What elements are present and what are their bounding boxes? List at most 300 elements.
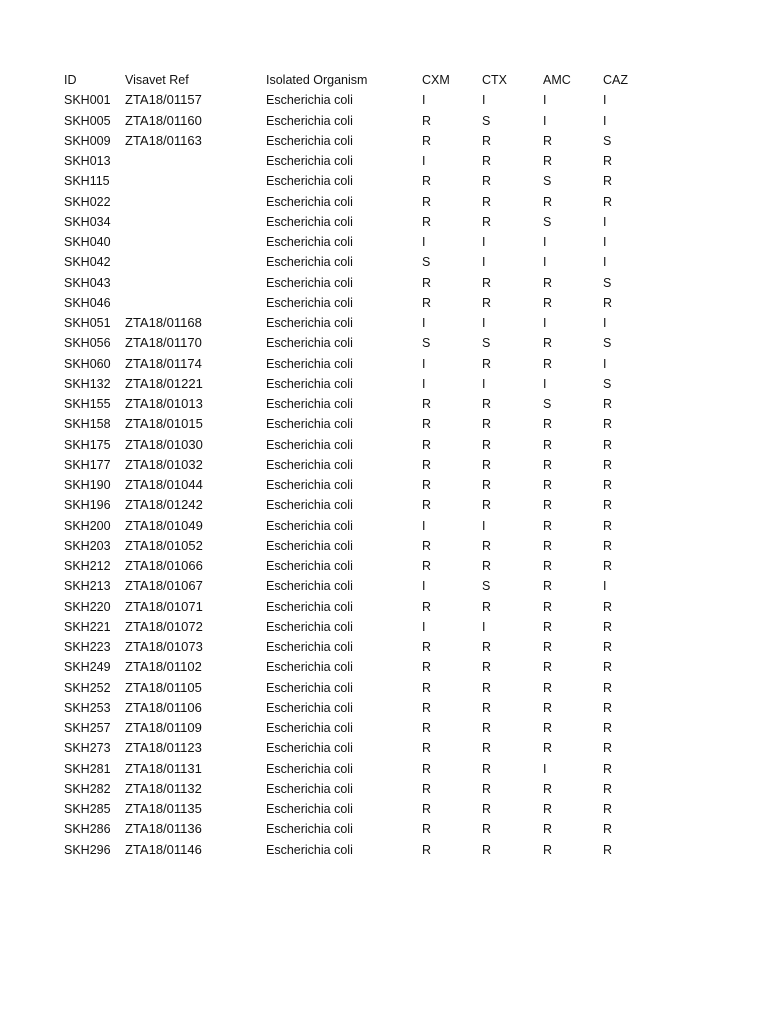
cell-amc: I [543, 316, 547, 330]
cell-id: SKH196 [64, 498, 111, 513]
cell-caz: R [603, 457, 613, 472]
cell-org: Escherichia coli [266, 579, 353, 594]
cell-caz: R [603, 781, 613, 796]
cell-ctx: R [482, 721, 492, 735]
cell-amc: R [543, 781, 553, 796]
cell-ctx: I [482, 376, 486, 391]
table-row [64, 212, 684, 232]
cell-caz: R [603, 619, 613, 634]
cell-org: Escherichia coli [266, 822, 353, 837]
cell-org: Escherichia coli [266, 93, 353, 108]
spreadsheet-table [64, 70, 684, 860]
cell-caz: R [603, 174, 613, 189]
cell-cxm: I [422, 93, 426, 108]
cell-id: SKH158 [64, 417, 111, 432]
cell-ref: ZTA18/01163 [125, 132, 202, 148]
table-row [64, 333, 684, 353]
cell-amc: R [543, 700, 553, 715]
cell-ctx: S [482, 579, 491, 594]
cell-org: Escherichia coli [266, 599, 353, 614]
cell-id: SKH253 [64, 700, 111, 715]
cell-id: SKH013 [64, 154, 111, 168]
cell-ctx: R [482, 559, 492, 573]
table-row [64, 657, 684, 677]
cell-cxm: I [422, 619, 426, 634]
cell-id: SKH022 [64, 194, 111, 209]
cell-caz: R [603, 559, 613, 573]
cell-org: Escherichia coli [266, 660, 353, 675]
cell-ctx: R [482, 680, 492, 695]
cell-id: SKH286 [64, 822, 111, 837]
cell-amc: I [543, 761, 547, 776]
cell-id: SKH257 [64, 721, 111, 735]
cell-amc: R [543, 133, 553, 148]
cell-id: SKH203 [64, 538, 111, 553]
cell-cxm: R [422, 781, 432, 796]
cell-ref: ZTA18/01030 [125, 436, 203, 452]
cell-id: SKH296 [64, 842, 111, 857]
cell-cxm: R [422, 275, 432, 290]
cell-id: SKH221 [64, 619, 111, 634]
cell-caz: R [603, 660, 613, 675]
table-row [64, 738, 684, 758]
cell-ctx: R [482, 599, 492, 614]
cell-org: Escherichia coli [266, 255, 353, 270]
cell-ref: ZTA18/01052 [125, 537, 203, 553]
table-row [64, 90, 684, 110]
cell-cxm: R [422, 457, 432, 472]
cell-org: Escherichia coli [266, 802, 353, 816]
table-row [64, 495, 684, 515]
cell-ctx: R [482, 194, 492, 209]
cell-ref: ZTA18/01109 [125, 720, 202, 735]
cell-id: SKH009 [64, 133, 111, 148]
cell-cxm: S [422, 336, 431, 351]
cell-org: Escherichia coli [266, 214, 353, 229]
cell-amc: I [543, 113, 547, 128]
cell-ref: ZTA18/01072 [125, 618, 203, 634]
table-row [64, 698, 684, 718]
cell-ctx: R [482, 174, 492, 189]
cell-ref: ZTA18/01146 [125, 841, 202, 857]
cell-id: SKH223 [64, 640, 111, 654]
cell-caz: I [603, 579, 607, 594]
cell-ctx: R [482, 457, 492, 472]
cell-cxm: R [422, 113, 432, 128]
cell-ref: ZTA18/01242 [125, 497, 203, 513]
table-row [64, 556, 684, 576]
cell-org: Escherichia coli [266, 397, 353, 411]
cell-amc: R [543, 478, 553, 492]
cell-cxm: R [422, 214, 432, 229]
table-row [64, 475, 684, 495]
cell-id: SKH155 [64, 397, 111, 411]
cell-cxm: R [422, 599, 432, 614]
cell-ctx: I [482, 518, 486, 533]
table-row [64, 374, 684, 394]
cell-amc: R [543, 619, 553, 634]
cell-caz: R [603, 478, 613, 492]
cell-ref: ZTA18/01168 [125, 315, 202, 330]
cell-ctx: R [482, 154, 492, 168]
cell-org: Escherichia coli [266, 275, 353, 290]
cell-cxm: I [422, 154, 426, 168]
cell-cxm: R [422, 640, 432, 654]
table-row [64, 617, 684, 637]
cell-amc: R [543, 295, 553, 310]
table-row [64, 192, 684, 212]
cell-ref: ZTA18/01049 [125, 517, 203, 533]
cell-ref: ZTA18/01170 [125, 335, 202, 351]
cell-cxm: R [422, 741, 432, 756]
cell-ctx: S [482, 336, 491, 351]
cell-cxm: R [422, 802, 432, 816]
header-amc: AMC [543, 73, 571, 87]
cell-amc: R [543, 721, 553, 735]
cell-cxm: R [422, 174, 432, 189]
cell-org: Escherichia coli [266, 498, 353, 513]
cell-amc: R [543, 599, 553, 614]
cell-org: Escherichia coli [266, 518, 353, 533]
cell-ref: ZTA18/01174 [125, 355, 202, 371]
cell-ctx: R [482, 822, 492, 837]
cell-amc: R [543, 802, 553, 816]
cell-org: Escherichia coli [266, 559, 353, 573]
cell-id: SKH285 [64, 802, 111, 816]
header-row [64, 70, 684, 90]
cell-amc: R [543, 336, 553, 351]
cell-ctx: R [482, 538, 492, 553]
cell-cxm: I [422, 579, 426, 594]
cell-ctx: I [482, 619, 486, 634]
cell-org: Escherichia coli [266, 842, 353, 857]
table-row [64, 232, 684, 252]
cell-amc: S [543, 397, 552, 411]
cell-org: Escherichia coli [266, 741, 353, 756]
table-row [64, 414, 684, 434]
cell-id: SKH034 [64, 214, 111, 229]
cell-org: Escherichia coli [266, 417, 353, 432]
cell-ctx: R [482, 397, 492, 411]
cell-amc: R [543, 842, 553, 857]
cell-cxm: R [422, 498, 432, 513]
cell-caz: I [603, 255, 607, 270]
cell-amc: R [543, 154, 553, 168]
cell-ctx: R [482, 498, 492, 513]
cell-id: SKH249 [64, 660, 111, 675]
table-row [64, 759, 684, 779]
cell-org: Escherichia coli [266, 295, 353, 310]
cell-cxm: R [422, 559, 432, 573]
cell-cxm: R [422, 660, 432, 675]
cell-cxm: I [422, 356, 426, 371]
cell-org: Escherichia coli [266, 113, 353, 128]
cell-caz: I [603, 235, 607, 249]
cell-amc: R [543, 457, 553, 472]
cell-ctx: R [482, 295, 492, 310]
cell-ctx: R [482, 133, 492, 148]
cell-org: Escherichia coli [266, 538, 353, 553]
table-row [64, 111, 684, 131]
cell-id: SKH042 [64, 255, 111, 270]
cell-org: Escherichia coli [266, 680, 353, 695]
cell-caz: R [603, 154, 613, 168]
cell-caz: I [603, 316, 607, 330]
header-ref: Visavet Ref [125, 73, 189, 87]
cell-ref: ZTA18/01013 [125, 396, 203, 411]
cell-ref: ZTA18/01157 [125, 92, 202, 108]
cell-amc: R [543, 660, 553, 675]
cell-org: Escherichia coli [266, 356, 353, 371]
cell-amc: S [543, 174, 552, 189]
cell-amc: R [543, 538, 553, 553]
cell-caz: S [603, 275, 612, 290]
cell-id: SKH051 [64, 316, 111, 330]
cell-cxm: R [422, 295, 432, 310]
cell-id: SKH040 [64, 235, 111, 249]
cell-org: Escherichia coli [266, 761, 353, 776]
cell-org: Escherichia coli [266, 235, 353, 249]
cell-id: SKH056 [64, 336, 111, 351]
table-row [64, 151, 684, 171]
cell-ref: ZTA18/01071 [125, 598, 203, 614]
cell-caz: R [603, 761, 613, 776]
cell-org: Escherichia coli [266, 640, 353, 654]
cell-id: SKH060 [64, 356, 111, 371]
cell-org: Escherichia coli [266, 376, 353, 391]
cell-id: SKH212 [64, 559, 111, 573]
cell-org: Escherichia coli [266, 721, 353, 735]
cell-caz: R [603, 822, 613, 837]
table-row [64, 536, 684, 556]
cell-amc: R [543, 437, 553, 452]
cell-cxm: R [422, 680, 432, 695]
cell-org: Escherichia coli [266, 336, 353, 351]
table-row [64, 394, 684, 414]
cell-amc: R [543, 194, 553, 209]
cell-caz: S [603, 376, 612, 391]
cell-caz: R [603, 295, 613, 310]
table-row [64, 779, 684, 799]
cell-amc: R [543, 518, 553, 533]
table-row [64, 597, 684, 617]
cell-caz: I [603, 214, 607, 229]
cell-amc: I [543, 255, 547, 270]
table-row [64, 435, 684, 455]
cell-cxm: R [422, 538, 432, 553]
table-row [64, 131, 684, 151]
cell-id: SKH220 [64, 599, 111, 614]
table-row [64, 718, 684, 738]
cell-org: Escherichia coli [266, 174, 353, 189]
cell-amc: R [543, 680, 553, 695]
cell-ctx: R [482, 700, 492, 715]
cell-id: SKH046 [64, 295, 111, 310]
cell-id: SKH200 [64, 518, 111, 533]
cell-ctx: R [482, 842, 492, 857]
cell-cxm: R [422, 194, 432, 209]
header-ctx: CTX [482, 73, 507, 87]
cell-id: SKH132 [64, 376, 111, 391]
cell-ref: ZTA18/01105 [125, 679, 202, 695]
cell-org: Escherichia coli [266, 619, 353, 634]
header-id: ID [64, 73, 77, 87]
cell-org: Escherichia coli [266, 437, 353, 452]
cell-cxm: R [422, 761, 432, 776]
cell-cxm: R [422, 822, 432, 837]
cell-id: SKH177 [64, 457, 111, 472]
cell-caz: R [603, 721, 613, 735]
cell-ctx: R [482, 356, 492, 371]
cell-caz: R [603, 437, 613, 452]
cell-ref: ZTA18/01160 [125, 112, 202, 128]
cell-ctx: R [482, 781, 492, 796]
cell-id: SKH273 [64, 741, 111, 756]
cell-caz: R [603, 498, 613, 513]
cell-ctx: R [482, 741, 492, 756]
cell-cxm: I [422, 316, 426, 330]
cell-amc: I [543, 93, 547, 108]
cell-caz: R [603, 397, 613, 411]
cell-id: SKH115 [64, 174, 110, 189]
cell-ref: ZTA18/01032 [125, 456, 203, 472]
cell-id: SKH001 [64, 93, 111, 108]
cell-caz: R [603, 518, 613, 533]
table-row [64, 354, 684, 374]
cell-caz: S [603, 133, 612, 148]
cell-ctx: I [482, 255, 486, 270]
cell-ctx: I [482, 316, 486, 330]
cell-org: Escherichia coli [266, 133, 353, 148]
cell-caz: R [603, 802, 613, 816]
table-row [64, 313, 684, 333]
cell-caz: R [603, 640, 613, 654]
cell-caz: I [603, 93, 607, 108]
cell-amc: I [543, 376, 547, 391]
cell-org: Escherichia coli [266, 781, 353, 796]
header-org: Isolated Organism [266, 73, 368, 87]
cell-ctx: R [482, 478, 492, 492]
cell-amc: R [543, 498, 553, 513]
cell-id: SKH213 [64, 579, 111, 594]
table-row [64, 273, 684, 293]
table-body [64, 90, 684, 860]
cell-ctx: R [482, 761, 492, 776]
cell-org: Escherichia coli [266, 700, 353, 715]
table-row [64, 799, 684, 819]
header-caz: CAZ [603, 73, 628, 87]
cell-ref: ZTA18/01221 [125, 375, 203, 391]
cell-id: SKH005 [64, 113, 111, 128]
table-row [64, 840, 684, 860]
cell-ref: ZTA18/01135 [125, 801, 202, 816]
cell-caz: S [603, 336, 612, 351]
cell-ctx: I [482, 93, 486, 108]
cell-ctx: R [482, 214, 492, 229]
cell-id: SKH282 [64, 781, 111, 796]
cell-ref: ZTA18/01131 [125, 760, 202, 776]
cell-ref: ZTA18/01044 [125, 477, 203, 492]
table-row [64, 637, 684, 657]
cell-amc: S [543, 214, 552, 229]
cell-caz: R [603, 700, 613, 715]
cell-ctx: S [482, 113, 491, 128]
cell-cxm: S [422, 255, 431, 270]
cell-cxm: R [422, 437, 432, 452]
cell-amc: R [543, 559, 553, 573]
cell-caz: R [603, 194, 613, 209]
cell-caz: I [603, 113, 607, 128]
cell-amc: R [543, 275, 553, 290]
cell-id: SKH252 [64, 680, 111, 695]
cell-ref: ZTA18/01136 [125, 821, 202, 837]
table-row [64, 576, 684, 596]
cell-caz: R [603, 417, 613, 432]
cell-id: SKH281 [64, 761, 111, 776]
cell-caz: R [603, 599, 613, 614]
cell-cxm: R [422, 700, 432, 715]
cell-cxm: R [422, 397, 432, 411]
cell-amc: R [543, 741, 553, 756]
cell-org: Escherichia coli [266, 457, 353, 472]
cell-cxm: I [422, 235, 426, 249]
cell-id: SKH175 [64, 437, 111, 452]
cell-caz: R [603, 538, 613, 553]
cell-ctx: I [482, 235, 486, 249]
table-row [64, 252, 684, 272]
cell-ctx: R [482, 437, 492, 452]
table-row [64, 293, 684, 313]
cell-ctx: R [482, 417, 492, 432]
cell-amc: R [543, 640, 553, 654]
cell-caz: R [603, 680, 613, 695]
cell-id: SKH043 [64, 275, 111, 290]
cell-cxm: I [422, 518, 426, 533]
cell-ctx: R [482, 802, 492, 816]
cell-ref: ZTA18/01067 [125, 578, 203, 594]
header-cxm: CXM [422, 73, 450, 87]
cell-amc: R [543, 579, 553, 594]
cell-org: Escherichia coli [266, 194, 353, 209]
cell-caz: I [603, 356, 607, 371]
table-row [64, 678, 684, 698]
cell-cxm: R [422, 842, 432, 857]
cell-ref: ZTA18/01102 [125, 659, 202, 675]
cell-org: Escherichia coli [266, 154, 353, 168]
table-row [64, 516, 684, 536]
cell-amc: I [543, 235, 547, 249]
cell-ref: ZTA18/01073 [125, 639, 203, 654]
cell-ctx: R [482, 640, 492, 654]
cell-cxm: R [422, 478, 432, 492]
cell-id: SKH190 [64, 478, 111, 492]
cell-ref: ZTA18/01106 [125, 699, 202, 715]
cell-cxm: R [422, 417, 432, 432]
cell-ctx: R [482, 275, 492, 290]
cell-amc: R [543, 356, 553, 371]
cell-caz: R [603, 741, 613, 756]
table-row [64, 819, 684, 839]
cell-cxm: R [422, 721, 432, 735]
table-row [64, 171, 684, 191]
cell-amc: R [543, 417, 553, 432]
cell-cxm: R [422, 133, 432, 148]
cell-ref: ZTA18/01015 [125, 416, 203, 432]
cell-org: Escherichia coli [266, 316, 353, 330]
cell-amc: R [543, 822, 553, 837]
cell-org: Escherichia coli [266, 478, 353, 492]
cell-cxm: I [422, 376, 426, 391]
